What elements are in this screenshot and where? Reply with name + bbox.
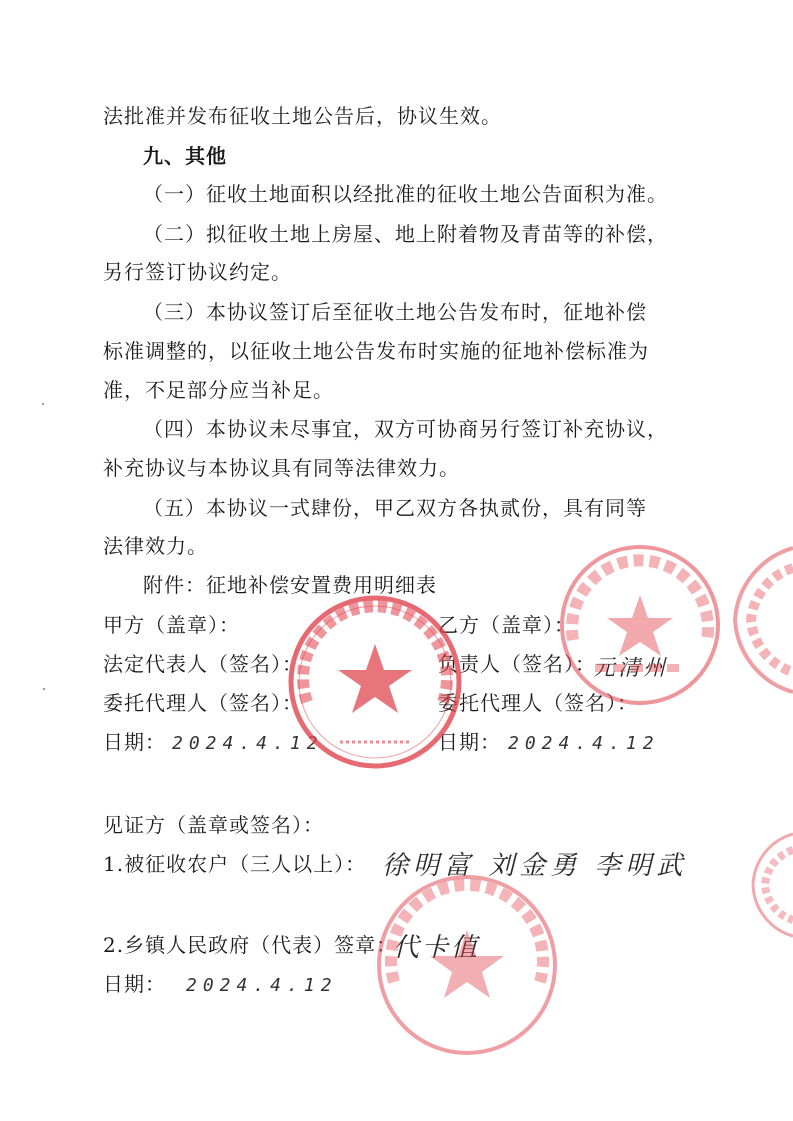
party-b-date-value: 2024.4.12 xyxy=(508,733,660,754)
scan-speck xyxy=(43,688,45,690)
body-line-11: （五）本协议一式肆份，甲乙双方各执贰份，具有同等 xyxy=(143,496,647,520)
party-a-rep-label: 法定代表人（签名）： xyxy=(103,652,303,676)
witness-farmers-signatures: 徐明富 刘金勇 李明武 xyxy=(382,851,688,881)
body-line-9: （四）本协议未尽事宜，双方可协商另行签订补充协议， xyxy=(143,417,668,441)
party-a-seal-label: 甲方（盖章）： xyxy=(103,613,240,637)
witness-title: 见证方（盖章或签名）： xyxy=(103,813,324,837)
witness-gov-signature: 代卡值 xyxy=(393,933,481,963)
body-line-10: 补充协议与本协议具有同等法律效力。 xyxy=(103,456,460,480)
body-line-12: 法律效力。 xyxy=(103,534,208,558)
edge-partial-seal-top-icon xyxy=(725,540,793,700)
edge-partial-seal-bottom-icon xyxy=(745,830,793,940)
body-line-8: 准，不足部分应当补足。 xyxy=(103,378,334,402)
witness-farmers-label: 1.被征收农户（三人以上）： xyxy=(103,852,367,876)
body-line-7: 标准调整的，以征收土地公告发布时实施的征地补偿标准为 xyxy=(103,339,649,363)
witness-date-value: 2024.4.12 xyxy=(186,975,338,996)
party-b-head-label: 负责人（签名）： xyxy=(438,652,596,676)
section-heading-other: 九、其他 xyxy=(143,144,227,168)
scan-speck xyxy=(42,403,44,405)
party-b-head-signature: 元清州 xyxy=(593,656,669,681)
party-a-date-label: 日期： xyxy=(103,730,166,754)
party-b-agent-label: 委托代理人（签名）： xyxy=(438,691,638,715)
party-a-agent-label: 委托代理人（签名）： xyxy=(103,691,303,715)
witness-date-label: 日期： xyxy=(103,972,166,996)
body-line-6: （三）本协议签订后至征收土地公告发布时，征地补偿 xyxy=(143,300,647,324)
body-line-4: （二）拟征收土地上房屋、地上附着物及青苗等的补偿， xyxy=(143,222,668,246)
body-line-3: （一）征收土地面积以经批准的征收土地公告面积为准。 xyxy=(143,182,668,206)
party-a-date-value: 2024.4.12 xyxy=(172,733,324,754)
attachment-line: 附件：征地补偿安置费用明细表 xyxy=(143,573,437,597)
body-line-1: 法批准并发布征收土地公告后，协议生效。 xyxy=(103,104,502,128)
party-b-village-committee-seal-icon xyxy=(555,540,725,710)
body-line-5: 另行签订协议约定。 xyxy=(103,260,292,284)
party-b-date-label: 日期： xyxy=(438,730,501,754)
township-government-seal-icon xyxy=(372,870,562,1060)
witness-gov-label: 2.乡镇人民政府（代表）签章： xyxy=(103,933,398,957)
party-b-seal-label: 乙方（盖章）： xyxy=(438,613,575,637)
